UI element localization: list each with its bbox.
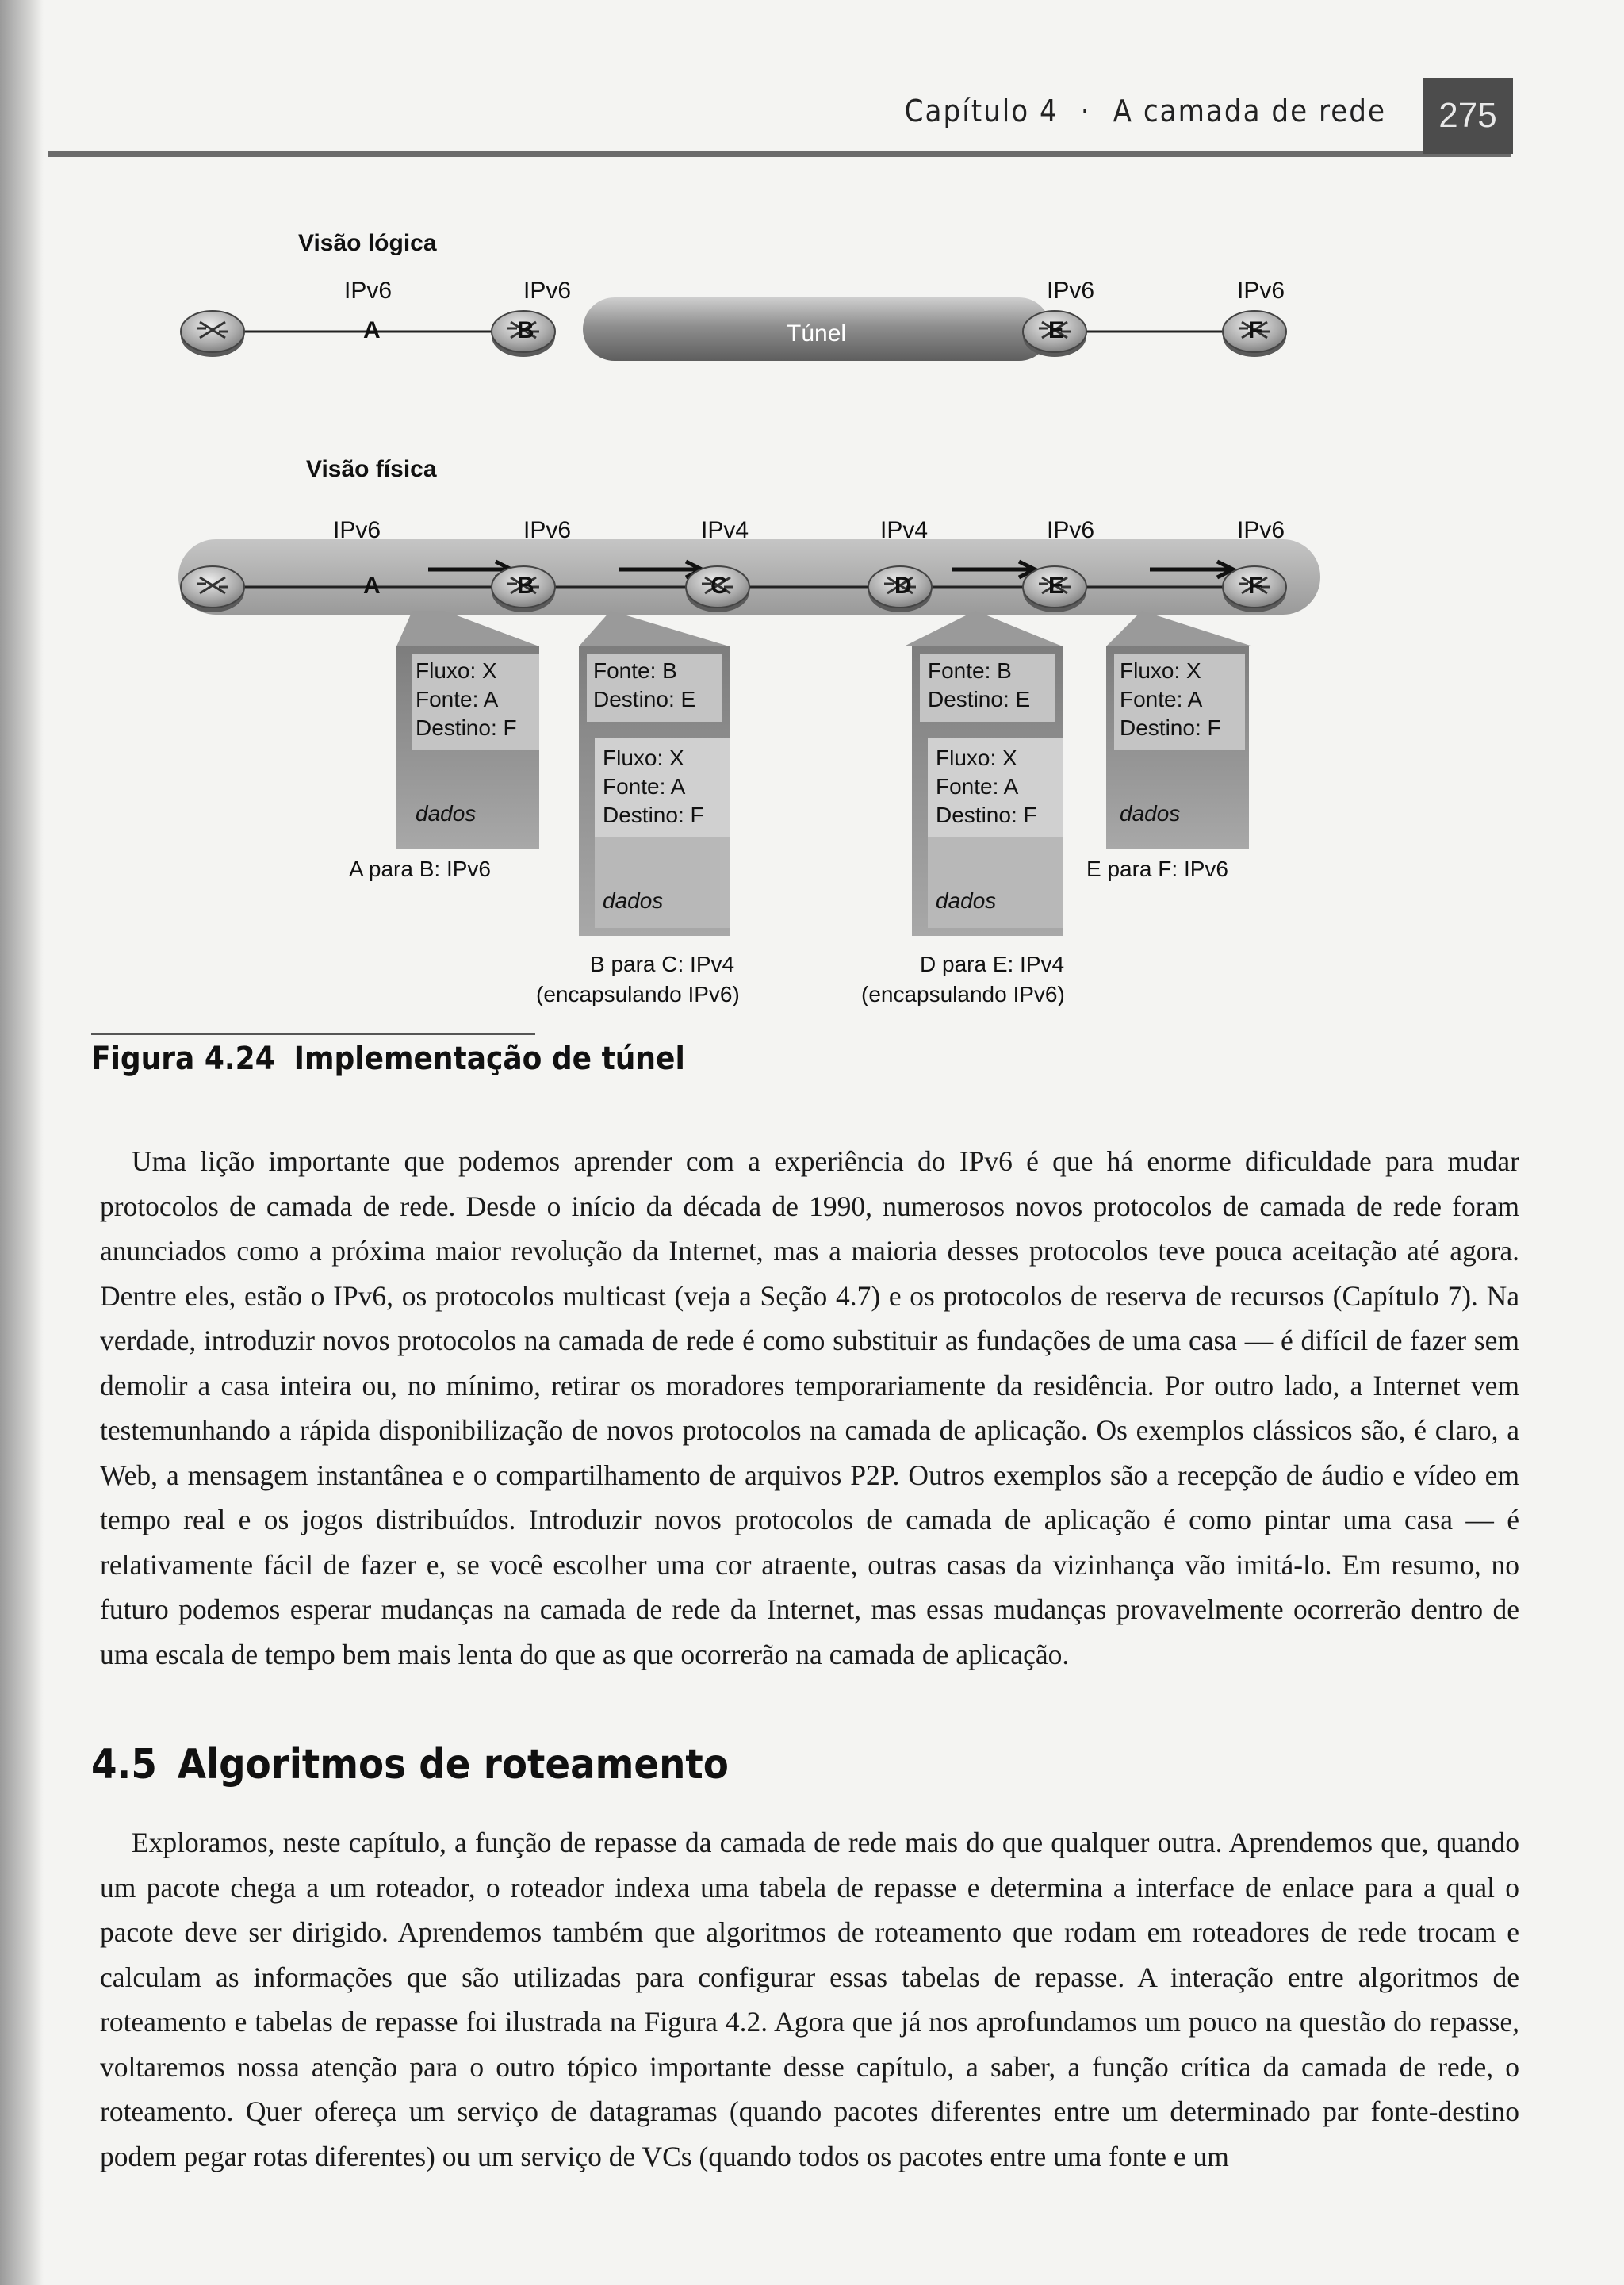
ipv6-label: IPv6: [523, 278, 572, 304]
packet-caption-note: (encapsulando IPv6): [536, 982, 740, 1006]
router-b-name: B: [517, 573, 534, 599]
router-a-name: A: [363, 317, 381, 343]
packet-data: dados: [936, 888, 997, 913]
logical-view: [181, 297, 1286, 361]
section-number: 4.5: [91, 1741, 157, 1789]
tunnel-label: Túnel: [787, 320, 847, 347]
packet-source: Fonte: A: [416, 687, 499, 711]
packet-destination: Destino: F: [936, 803, 1037, 827]
tunnel-figure: [0, 0, 1624, 1095]
packet-caption: A para B: IPv6: [349, 857, 491, 881]
packet-outer-destination: Destino: E: [928, 687, 1031, 711]
packet-outer-source: Fonte: B: [593, 658, 677, 683]
section-heading: [91, 1741, 729, 1789]
router-a-logical: [181, 311, 244, 357]
router-a-physical: [181, 566, 244, 612]
router-e-name: E: [1048, 317, 1065, 343]
router-c-name: C: [710, 573, 728, 599]
packet-caption: B para C: IPv4: [590, 952, 735, 976]
packet-flow: Fluxo: X: [936, 746, 1017, 770]
packet-source: Fonte: A: [1120, 687, 1203, 711]
packet-outer-source: Fonte: B: [928, 658, 1012, 683]
packet-flow: Fluxo: X: [603, 746, 684, 770]
router-b-name: B: [517, 317, 534, 343]
packet-destination: Destino: F: [416, 715, 517, 740]
figure-caption: [91, 1041, 685, 1077]
packet-data: dados: [416, 801, 477, 826]
chapter-title: A camada de rede: [1113, 94, 1386, 128]
ipv6-label: IPv6: [1237, 517, 1285, 543]
packet-data: dados: [603, 888, 664, 913]
section-title: Algoritmos de roteamento: [177, 1741, 729, 1789]
router-f-name: F: [1248, 317, 1263, 343]
figure-title: Implementação de túnel: [293, 1041, 685, 1077]
chapter-label: Capítulo 4: [904, 94, 1059, 128]
ipv6-label: IPv6: [1047, 517, 1095, 543]
packet-destination: Destino: F: [603, 803, 704, 827]
packet-caption-note: (encapsulando IPv6): [861, 982, 1065, 1006]
router-e-name: E: [1048, 573, 1065, 599]
paragraph-1: [100, 1139, 1519, 1677]
physical-view: [178, 539, 1320, 615]
paragraph-2-text: Exploramos, neste capítulo, a função de repasse da camada de rede mais do que qualquer outra. Aprendemos que, quando um pacote chega a um roteador, o roteador indexa uma tabela de repasse e determina a interface de enlace para a qual o pacote deve ser dirigido. Aprendemos também que algoritmos de roteamento que rodam em roteadores de rede trocam e calculam as informações que são utilizadas para configurar essas tabelas de repasse. A interação entre algoritmos de roteamento e tabelas de repasse foi ilustrada na Figura 4.2. Agora que já nos aprofundamos um pouco na questão do repasse, voltaremos nossa atenção para o outro tópico importante desse capítulo, a saber, a função crítica da camada de rede, o roteamento. Quer ofereça um serviço de datagramas (quando pacotes diferentes entre um determinado par fonte-destino podem pegar rotas diferentes) ou um serviço de VCs (quando todos os pacotes entre uma fonte e um: [100, 1827, 1519, 2172]
packet-source: Fonte: A: [936, 774, 1019, 799]
ipv4-label: IPv4: [880, 517, 929, 543]
physical-band: [178, 539, 1320, 615]
router-a-name: A: [363, 573, 381, 599]
packet-outer-destination: Destino: E: [593, 687, 696, 711]
router-d-name: D: [894, 573, 912, 599]
ipv6-label: IPv6: [523, 517, 572, 543]
ipv6-label: IPv6: [1237, 278, 1285, 304]
ipv6-label: IPv6: [333, 517, 381, 543]
ipv6-label: IPv6: [1047, 278, 1095, 304]
tunnel-diagram-svg: [0, 0, 1624, 1095]
packet-flow: Fluxo: X: [416, 658, 497, 683]
packet-destination: Destino: F: [1120, 715, 1221, 740]
packet-flow: Fluxo: X: [1120, 658, 1201, 683]
physical-view-label: Visão física: [306, 456, 437, 482]
packet-data: dados: [1120, 801, 1181, 826]
packet-caption: E para F: IPv6: [1086, 857, 1228, 881]
paragraph-1-text: Uma lição importante que podemos aprender com a experiência do IPv6 é que há enorme dificuldade para mudar protocolos de camada de rede. Desde o início da década de 1990, numerosos novos protocolos de camada de rede foram anunciados como a próxima maior revolução da Internet, mas a maioria desses protocolos teve pouca aceitação até agora. Dentre eles, estão o IPv6, os protocolos multicast (veja a Seção 4.7) e os protocolos de reserva de recursos (Capítulo 7). Na verdade, introduzir novos protocolos na camada de rede é como substituir as fundações de uma casa — é difícil de fazer sem demolir a casa inteira ou, no mínimo, retirar os moradores temporariamente da residência. Por outro lado, a Internet vem testemunhando a rápida disponibilização de novos protocolos na camada de aplicação. Os exemplos clássicos são, é claro, a Web, a mensagem instantânea e o compartilhamento de arquivos P2P. Outros exemplos são a recepção de áudio e vídeo em tempo real e os jogos distribuídos. Introduzir novos protocolos de camada de aplicação é como pintar uma casa — é relativamente fácil de fazer e, se você escolher uma cor atraente, outras casas da vizinhança vão imitá-lo. Em resumo, no futuro podemos esperar mudanças na camada de rede da Internet, mas essas mudanças provavelmente ocorrerão dentro de uma escala de tempo bem mais lenta do que as que ocorrerão na camada de aplicação.: [100, 1145, 1519, 1670]
ipv6-label: IPv6: [344, 278, 393, 304]
figure-number: Figura 4.24: [91, 1041, 275, 1077]
chapter-heading: Capítulo 4 · A camada de rede: [904, 94, 1386, 128]
router-f-name: F: [1248, 573, 1263, 599]
page-number: 275: [1423, 78, 1513, 154]
packet-source: Fonte: A: [603, 774, 686, 799]
ipv4-label: IPv4: [701, 517, 749, 543]
logical-view-label: Visão lógica: [298, 230, 437, 256]
paragraph-2: [100, 1820, 1519, 2179]
packet-caption: D para E: IPv4: [920, 952, 1065, 976]
figure-caption-rule: [91, 1033, 535, 1035]
